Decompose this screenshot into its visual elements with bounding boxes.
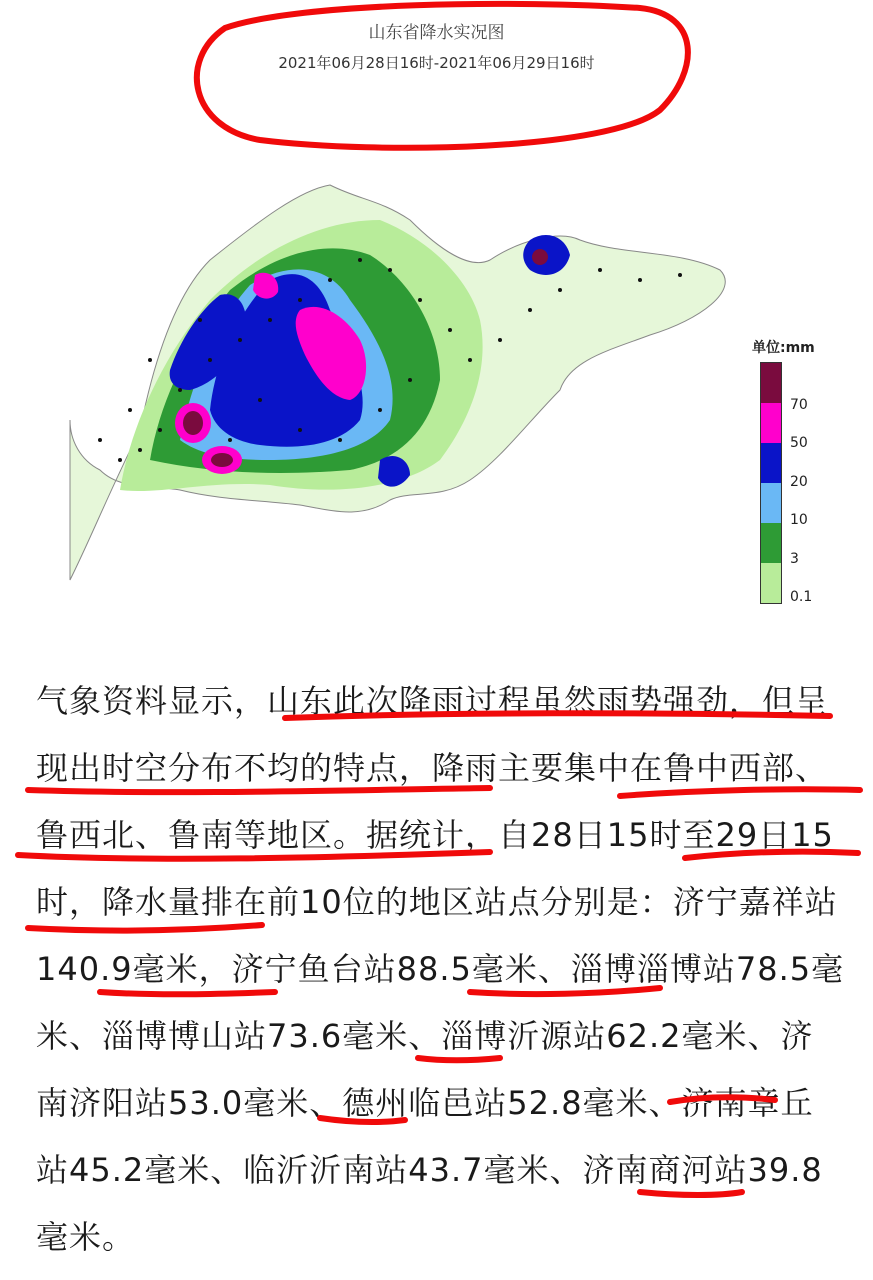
text-segment: 43.7毫米、济南商河站39.8毫米。	[36, 1151, 823, 1256]
legend-tick-70: 70	[790, 397, 808, 413]
underlined-station: 济南济阳站	[36, 1017, 814, 1122]
legend-tick-0-1: 0.1	[790, 589, 813, 605]
map-time-range: 2021年06月28日16时-2021年06月29日16时	[278, 54, 595, 72]
legend-unit: 单位:mm	[752, 340, 815, 356]
legend-color-bar	[760, 362, 782, 604]
underlined-station: 临沂沂南站	[243, 1151, 409, 1189]
legend-tick-10: 10	[790, 512, 808, 528]
shandong-map-graphic	[0, 160, 873, 640]
map-title: 山东省降水实况图	[368, 23, 505, 43]
text-segment: 73.6毫米、淄博沂源站62.2毫米、	[267, 1017, 781, 1055]
text-segment: 88.5毫米、淄博淄博站78.5毫米、	[36, 950, 845, 1055]
underlined-phrase: 山东此次降雨过程虽然雨势强劲，但呈现出时空分布不均的特点	[36, 682, 829, 787]
text-segment: 52.8毫米、济南章丘站45.2毫米、	[36, 1084, 814, 1189]
underlined-phrase: 降雨主要集中在鲁中西部、鲁西北、鲁南等地区	[36, 749, 829, 854]
text-segment: 53.0毫米、	[168, 1084, 343, 1122]
legend-tick-50: 50	[790, 435, 808, 451]
underlined-station: 淄博博山站	[102, 1017, 268, 1055]
legend-tick-20: 20	[790, 474, 808, 490]
legend-tick-3: 3	[790, 551, 799, 567]
text-segment: 气象资料显示，	[36, 682, 268, 720]
map-header	[0, 0, 873, 160]
text-segment: ，	[399, 749, 433, 787]
text-segment: 。据统计，	[333, 816, 499, 854]
underlined-phrase: 自28日15时至29日15时	[36, 816, 834, 921]
precipitation-map	[0, 160, 873, 640]
article-paragraph	[36, 668, 846, 1271]
text-segment: ，降水量排在前10位的地区站点分别是：	[69, 883, 673, 921]
underlined-station: 德州临邑站	[342, 1084, 508, 1122]
underlined-station: 济宁鱼台站	[231, 950, 397, 988]
text-segment: 140.9毫米，	[36, 950, 232, 988]
underlined-station: 济宁嘉祥站	[672, 883, 838, 921]
